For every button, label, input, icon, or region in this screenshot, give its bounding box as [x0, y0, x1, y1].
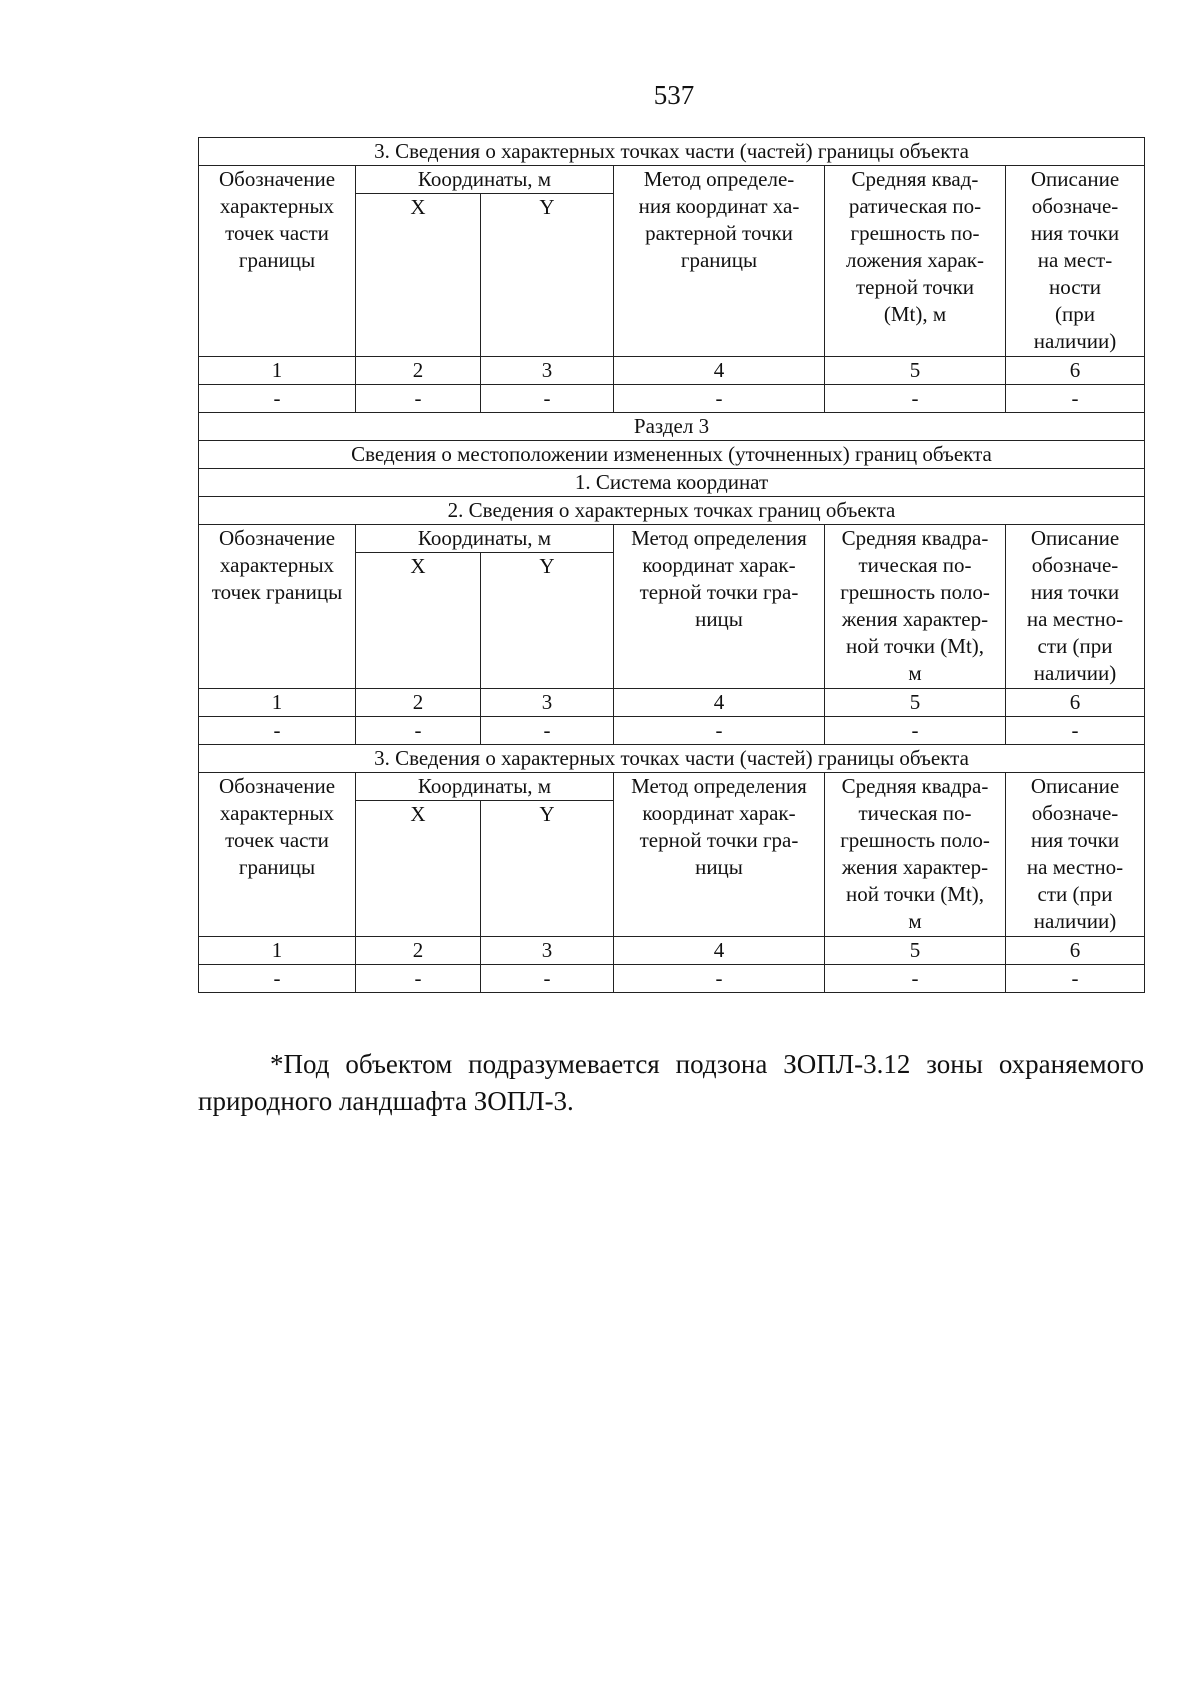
section-b-data-cell: - — [356, 717, 481, 745]
section-c-data-cell: - — [199, 965, 356, 993]
section-a-number-cell: 3 — [481, 357, 614, 385]
section-b-data-cell: - — [1006, 717, 1145, 745]
section-a-data-cell: - — [199, 385, 356, 413]
section-b-data-cell: - — [825, 717, 1006, 745]
section-c-col1-header: Обозначение характерных точек части границы — [199, 773, 356, 937]
section-c-data-cell: - — [614, 965, 825, 993]
section-a-number-cell: 2 — [356, 357, 481, 385]
section-b-title: 2. Сведения о характерных точках границ объекта — [199, 497, 1145, 525]
section-b-col5-header: Средняя квадра- тическая по- грешность поло- жения характер- ной точки (Mt), м — [825, 525, 1006, 689]
footnote: *Под объектом подразумевается подзона ЗОПЛ-3.12 зоны охраняемого природного ландшафта ЗОПЛ-3. — [198, 1049, 1144, 1116]
section-c-number-cell: 2 — [356, 937, 481, 965]
section-b-coords-header: Координаты, м — [356, 525, 614, 553]
section-a-data-cell: - — [1006, 385, 1145, 413]
section-c-col6-header: Описание обозначе- ния точки на местно- сти (при наличии) — [1006, 773, 1145, 937]
section-a-col6-header: Описание обозначе- ния точки на мест- ности (при наличии) — [1006, 166, 1145, 357]
page-number: 537 — [653, 80, 695, 110]
section-b-number-cell: 2 — [356, 689, 481, 717]
section-a-number-cell: 4 — [614, 357, 825, 385]
section-b-number-cell: 1 — [199, 689, 356, 717]
section-a-x-header: X — [356, 194, 481, 357]
section-b-col4-header: Метод определения координат харак- терной точки гра- ницы — [614, 525, 825, 689]
section-a-title: 3. Сведения о характерных точках части (частей) границы объекта — [199, 138, 1145, 166]
section-a-data-cell: - — [481, 385, 614, 413]
section-c-number-cell: 3 — [481, 937, 614, 965]
section-c-number-cell: 1 — [199, 937, 356, 965]
section-b-data-cell: - — [614, 717, 825, 745]
section-c-coords-header: Координаты, м — [356, 773, 614, 801]
section-b-number-cell: 4 — [614, 689, 825, 717]
section-c-number-cell: 5 — [825, 937, 1006, 965]
section-c-data-cell: - — [1006, 965, 1145, 993]
section-b-data-cell: - — [481, 717, 614, 745]
coordinates-table — [198, 137, 1145, 993]
section-a-col4-header: Метод определе- ния координат ха- рактерной точки границы — [614, 166, 825, 357]
section-c-col5-header: Средняя квадра- тическая по- грешность поло- жения характер- ной точки (Mt), м — [825, 773, 1006, 937]
section-b-y-header: Y — [481, 553, 614, 689]
section-b-col6-header: Описание обозначе- ния точки на местно- сти (при наличии) — [1006, 525, 1145, 689]
section-c-x-header: X — [356, 801, 481, 937]
section-b-number-cell: 5 — [825, 689, 1006, 717]
section-c-data-cell: - — [825, 965, 1006, 993]
section-a-number-cell: 5 — [825, 357, 1006, 385]
section-c-data-cell: - — [481, 965, 614, 993]
section-a-col5-header: Средняя квад- ратическая по- грешность по- ложения харак- терной точки (Mt), м — [825, 166, 1006, 357]
section-c-data-cell: - — [356, 965, 481, 993]
section-a-data-cell: - — [614, 385, 825, 413]
coord-system-title: 1. Система координат — [199, 469, 1145, 497]
section-c-title: 3. Сведения о характерных точках части (частей) границы объекта — [199, 745, 1145, 773]
section-a-number-cell: 1 — [199, 357, 356, 385]
section-a-data-cell: - — [825, 385, 1006, 413]
section-c-y-header: Y — [481, 801, 614, 937]
section-b-number-cell: 6 — [1006, 689, 1145, 717]
section-a-col1-header: Обозначение характерных точек части границы — [199, 166, 356, 357]
section-a-data-cell: - — [356, 385, 481, 413]
section-b-col1-header: Обозначение характерных точек границы — [199, 525, 356, 689]
section-3-subtitle: Сведения о местоположении измененных (уточненных) границ объекта — [199, 441, 1145, 469]
section-c-number-cell: 6 — [1006, 937, 1145, 965]
section-b-data-cell: - — [199, 717, 356, 745]
section-a-number-cell: 6 — [1006, 357, 1145, 385]
section-3-title: Раздел 3 — [199, 413, 1145, 441]
section-b-number-cell: 3 — [481, 689, 614, 717]
section-c-number-cell: 4 — [614, 937, 825, 965]
section-b-x-header: X — [356, 553, 481, 689]
section-a-y-header: Y — [481, 194, 614, 357]
section-a-coords-header: Координаты, м — [356, 166, 614, 194]
section-c-col4-header: Метод определения координат харак- терной точки гра- ницы — [614, 773, 825, 937]
